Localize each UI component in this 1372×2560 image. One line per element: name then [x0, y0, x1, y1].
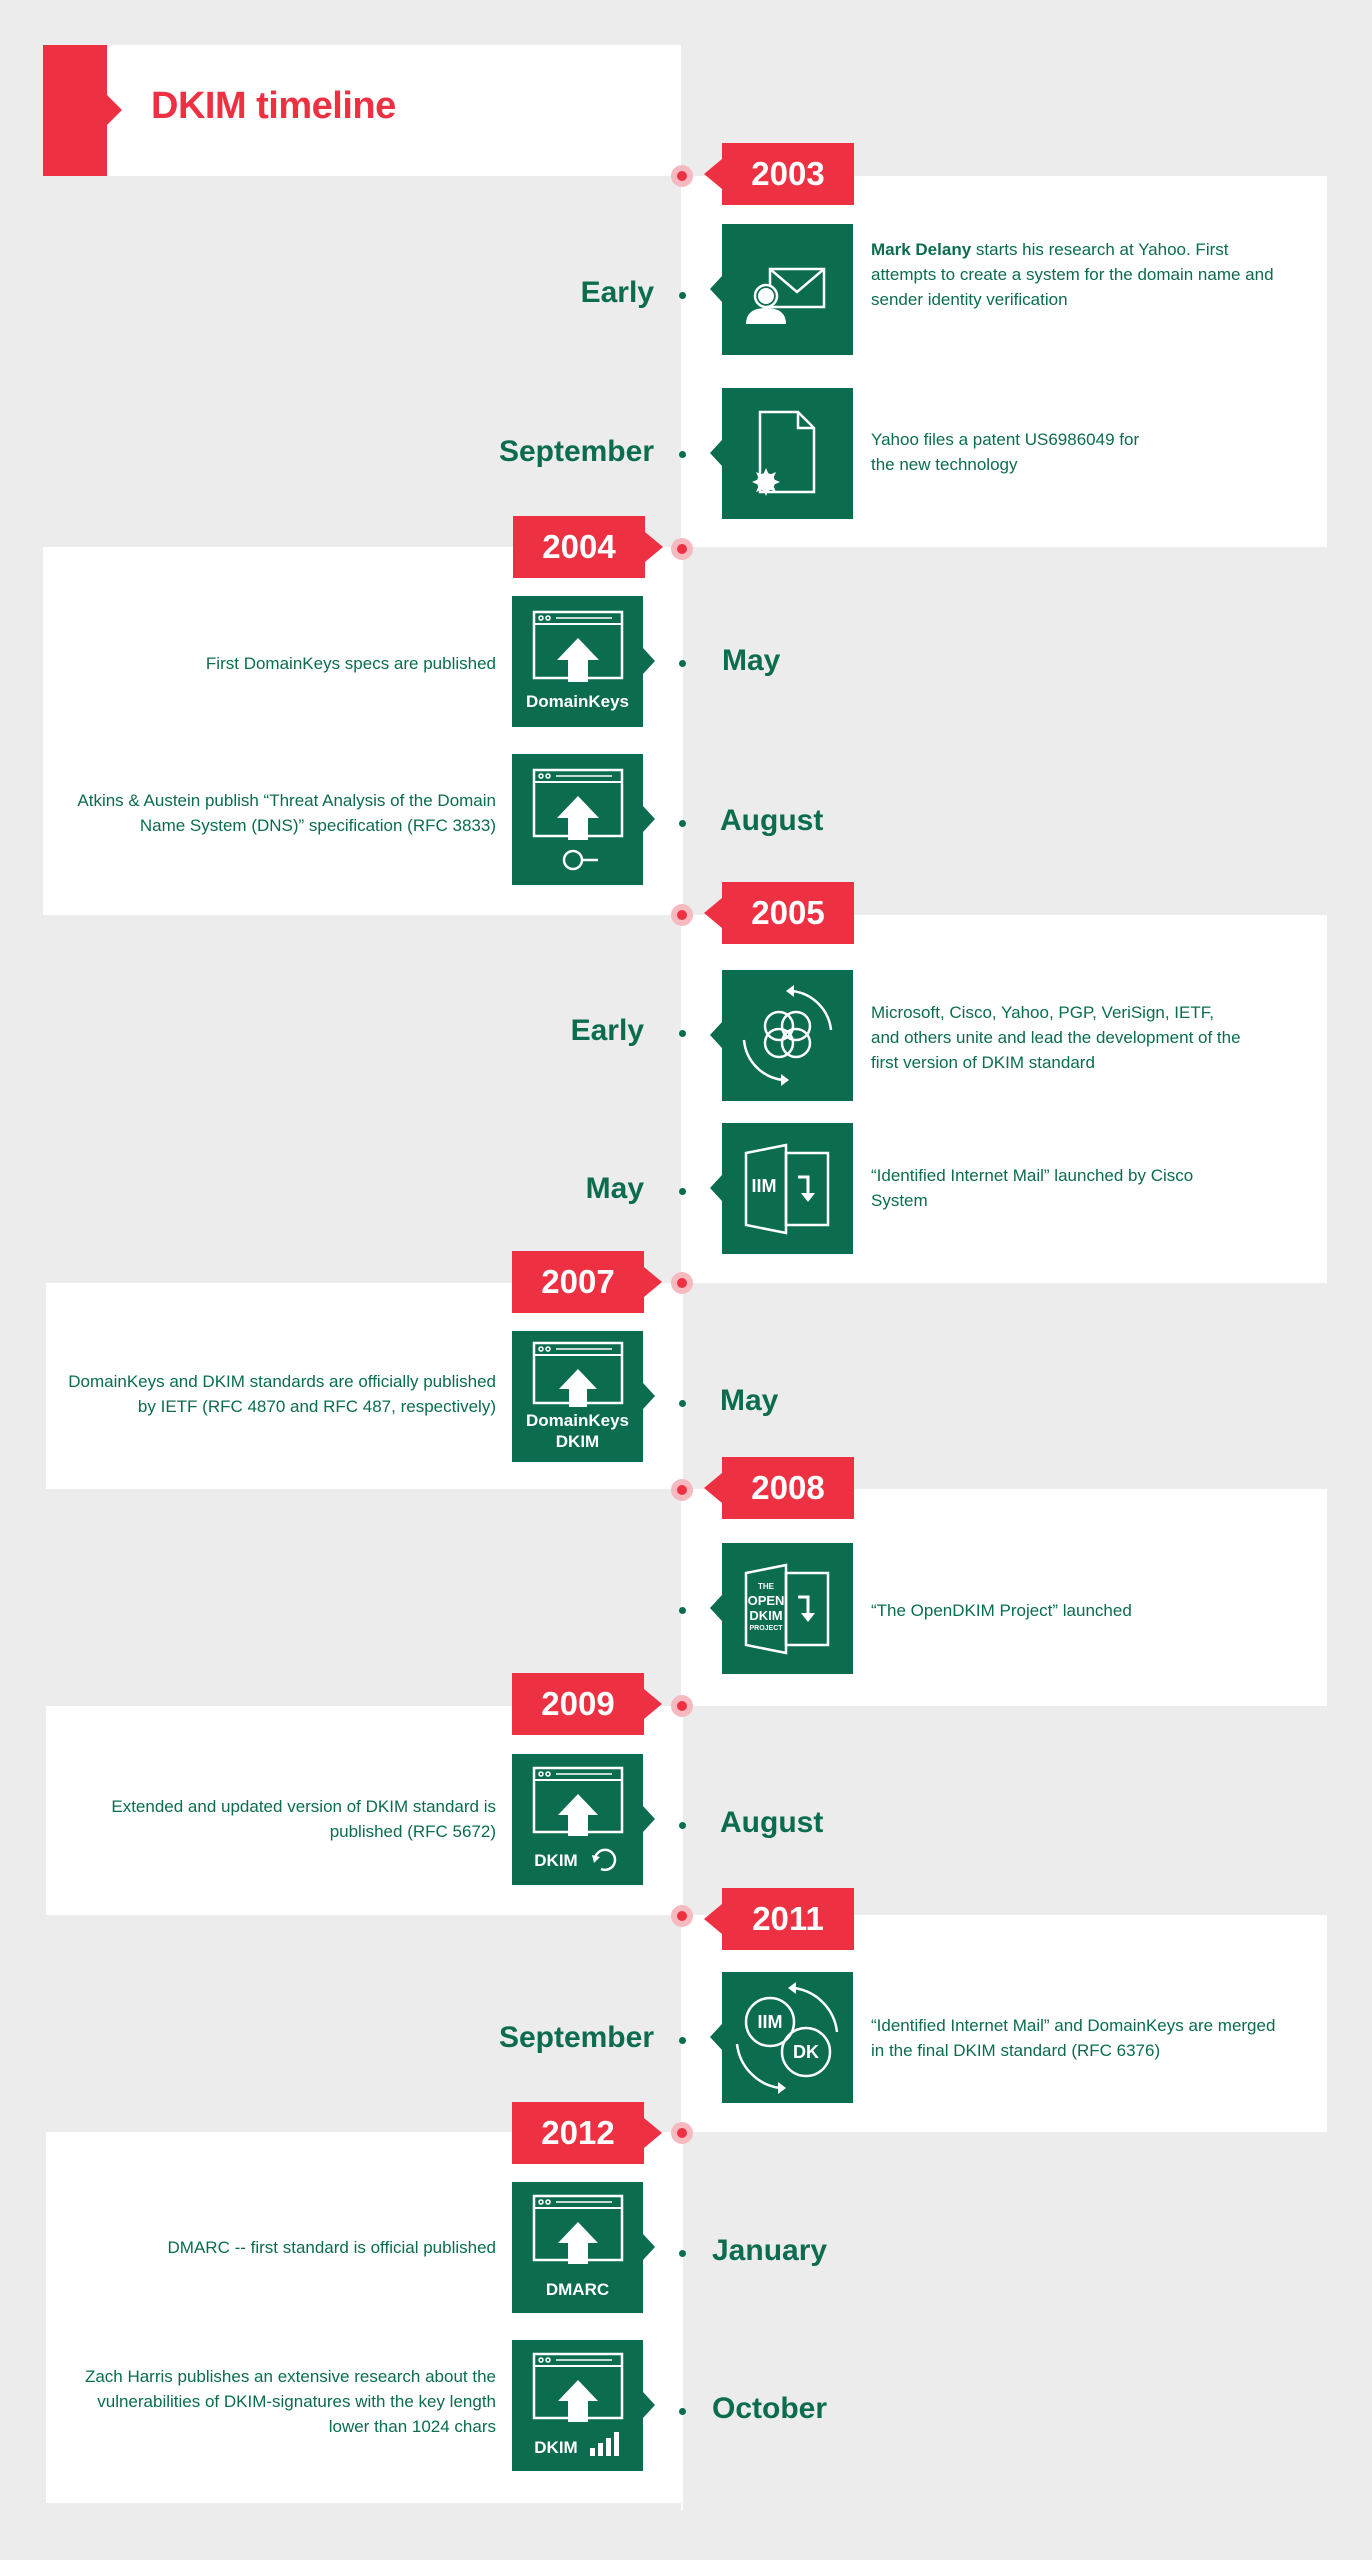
event-description: DMARC -- first standard is official published	[167, 2238, 496, 2257]
year-marker-2009	[671, 1695, 693, 1717]
year-marker-2012	[671, 2122, 693, 2144]
tile-label: DomainKeys	[526, 1411, 629, 1430]
event-description: Yahoo files a patent US6986049 for the new technology	[871, 430, 1140, 474]
page-title: DKIM timeline	[151, 85, 396, 127]
year-marker-2011	[671, 1905, 693, 1927]
event-dot	[679, 2037, 686, 2044]
event-description: Microsoft, Cisco, Yahoo, PGP, VeriSign, IETF, and others unite and lead the development of the first version of DKIM standard	[871, 1003, 1241, 1072]
event-month: September	[498, 2021, 654, 2054]
browser-upload-icon	[512, 596, 643, 727]
event-dot	[679, 1400, 686, 1407]
year-marker-2007	[671, 1272, 693, 1294]
patent-document-icon	[722, 388, 853, 519]
tile-label: DomainKeys	[526, 692, 629, 711]
event-dot	[679, 1188, 686, 1195]
browser-upload-refresh-icon	[512, 1754, 643, 1885]
year-flag-2004: 2004	[513, 516, 645, 578]
mail-user-icon	[722, 224, 853, 355]
year-flag-2003: 2003	[722, 143, 854, 205]
opendkim-launch-icon	[722, 1543, 853, 1674]
tile-label: DKIM	[534, 2438, 578, 2457]
event-dot	[679, 1822, 686, 1829]
event-description: “The OpenDKIM Project” launched	[871, 1601, 1132, 1620]
event-month: May	[720, 1384, 779, 1417]
tile-label: DMARC	[545, 2280, 610, 2299]
year-marker-2008	[671, 1479, 693, 1501]
iim-launch-icon	[722, 1123, 853, 1254]
event-description: Zach Harris publishes an extensive research about the vulnerabilities of DKIM-signatures with the key length lower than 1024 chars	[84, 2367, 496, 2436]
event-month: January	[712, 2234, 828, 2267]
event-description: Extended and updated version of DKIM standard is published (RFC 5672)	[111, 1797, 496, 1841]
event-dot	[679, 292, 686, 299]
timeline-axis	[681, 170, 683, 2510]
event-dot	[679, 2408, 686, 2415]
tile-label: IIM	[757, 2012, 783, 2032]
tile-label: DKIM	[749, 1608, 783, 1623]
event-month: May	[722, 644, 781, 677]
event-month: August	[720, 804, 824, 837]
tile-label: IIM	[751, 1176, 777, 1196]
event-description: DomainKeys and DKIM standards are officially published by IETF (RFC 4870 and RFC 487, respectively)	[68, 1372, 496, 1416]
event-dot	[679, 1030, 686, 1037]
tile-label: THE	[758, 1582, 774, 1591]
event-description: “Identified Internet Mail” and DomainKeys are merged in the final DKIM standard (RFC 6376)	[871, 2016, 1276, 2060]
year-flag-2009: 2009	[512, 1673, 644, 1735]
browser-upload-icon	[512, 1331, 643, 1462]
tile-label: DKIM	[534, 1851, 578, 1870]
tile-label: PROJECT	[749, 1625, 783, 1632]
event-month: October	[712, 2392, 828, 2425]
tile-label: OPEN	[747, 1593, 785, 1608]
year-marker-2003	[671, 165, 693, 187]
browser-upload-icon	[512, 2182, 643, 2313]
event-month: Early	[580, 276, 654, 309]
event-description	[871, 237, 1281, 312]
browser-upload-key-icon	[512, 754, 643, 885]
event-dot	[679, 2250, 686, 2257]
year-flag-2011: 2011	[722, 1888, 854, 1950]
tile-label: DKIM	[555, 1432, 600, 1451]
event-description: “Identified Internet Mail” launched by Cisco System	[871, 1166, 1194, 1210]
year-flag-2007: 2007	[512, 1251, 644, 1313]
browser-upload-chart-icon	[512, 2340, 643, 2471]
event-month: Early	[570, 1014, 644, 1047]
event-dot	[679, 1607, 686, 1614]
event-description: Atkins & Austein publish “Threat Analysis of the Domain Name System (DNS)” specification (RFC 3833)	[77, 791, 496, 835]
title-banner	[43, 45, 681, 176]
merge-circles-icon	[722, 1972, 853, 2103]
event-month: August	[720, 1806, 824, 1839]
tile-label: DK	[793, 2042, 819, 2062]
person-name: Mark Delany	[871, 240, 972, 259]
year-flag-2005: 2005	[722, 882, 854, 944]
united-circles-icon	[722, 970, 853, 1101]
year-marker-2005	[671, 904, 693, 926]
event-dot	[679, 451, 686, 458]
year-flag-2008: 2008	[722, 1457, 854, 1519]
title-accent-tab	[43, 45, 107, 176]
year-flag-2012: 2012	[512, 2102, 644, 2164]
event-description: First DomainKeys specs are published	[205, 654, 496, 673]
event-description-text: starts his research at Yahoo. First attempts to create a system for the domain name and sender identity verification	[871, 240, 1274, 309]
event-month: May	[585, 1172, 644, 1205]
event-dot	[679, 820, 686, 827]
event-dot	[679, 660, 686, 667]
event-month: September	[498, 435, 654, 468]
year-marker-2004	[671, 538, 693, 560]
